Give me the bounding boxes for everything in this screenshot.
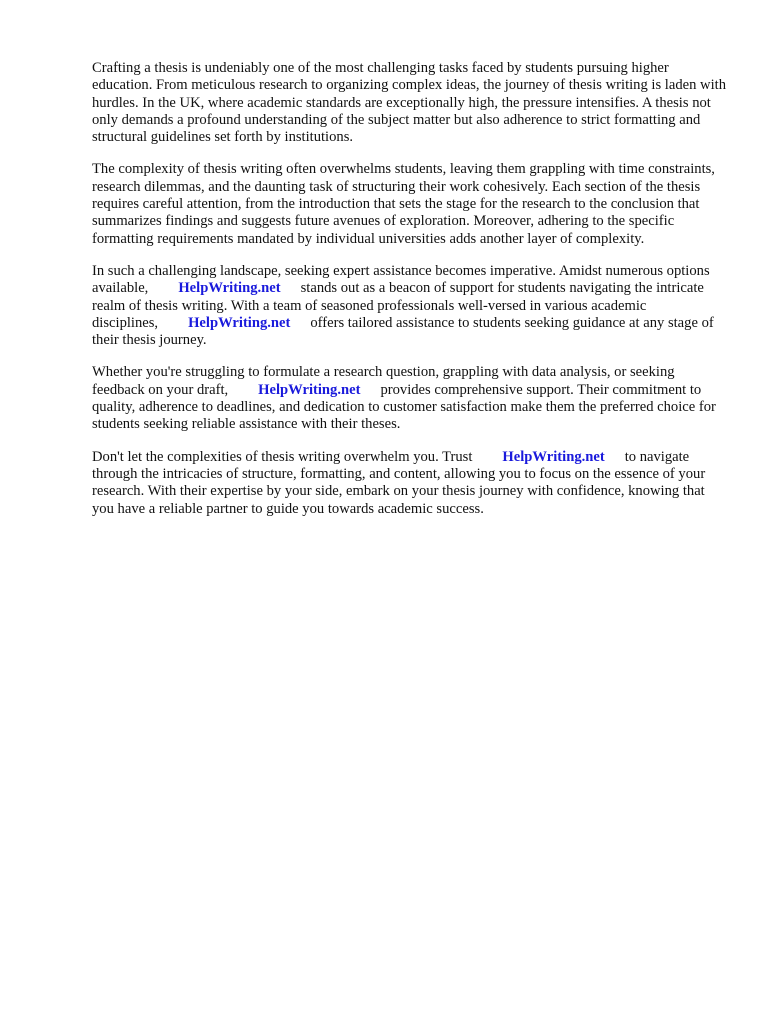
helpwriting-link[interactable]: HelpWriting.net [258,381,361,398]
paragraph-5 [92,449,728,518]
paragraph-text: stands out as a beacon of support for students navigating the intricate realm of thesis writing. With a team of seasoned professionals well-versed in various academic disciplines, [92,280,704,331]
paragraph-text: provides comprehensive support. Their commitment to quality, adherence to deadlines, and dedication to customer satisfaction make them the preferred choice for students seeking reliable assistance with their theses. [92,381,716,433]
helpwriting-link[interactable]: HelpWriting.net [178,280,281,297]
paragraph-1 [92,60,728,146]
paragraph-text: to navigate through the intricacies of structure, formatting, and content, allowing you to focus on the essence of your research. With their expertise by your side, embark on your thesis journey with confidence, knowing that you have a reliable partner to guide you towards academic success. [92,448,706,517]
paragraph-4 [92,364,728,433]
paragraph-text: The complexity of thesis writing often overwhelms students, leaving them grappling with time constraints, research dilemmas, and the daunting task of structuring their work cohesively. Each section of the thesis requires careful attention, from the introduction that sets the stage for the research to the conclusion that summarizes findings and suggests future avenues of exploration. Moreover, adhering to the specific formatting requirements mandated by individual universities adds another layer of complexity. [92,161,715,247]
helpwriting-link[interactable]: HelpWriting.net [188,314,291,331]
paragraph-text: offers tailored assistance to students seeking guidance at any stage of their thesis journey. [92,314,714,349]
helpwriting-link[interactable]: HelpWriting.net [502,448,605,465]
paragraph-text: In such a challenging landscape, seeking expert assistance becomes imperative. Amidst numerous options available, [92,262,710,297]
document-page [92,60,728,533]
paragraph-text: Crafting a thesis is undeniably one of the most challenging tasks faced by students pursuing higher education. From meticulous research to organizing complex ideas, the journey of thesis writing is laden with hurdles. In the UK, where academic standards are exceptionally high, the pressure intensifies. A thesis not only demands a profound understanding of the subject matter but also adherence to strict formatting and structural guidelines set forth by institutions. [92,60,727,146]
paragraph-text: Whether you're struggling to formulate a research question, grappling with data analysis, or seeking feedback on your draft, [92,364,675,398]
paragraph-text: Don't let the complexities of thesis writing overwhelm you. Trust [92,448,473,465]
paragraph-3 [92,263,728,349]
paragraph-2 [92,161,728,247]
